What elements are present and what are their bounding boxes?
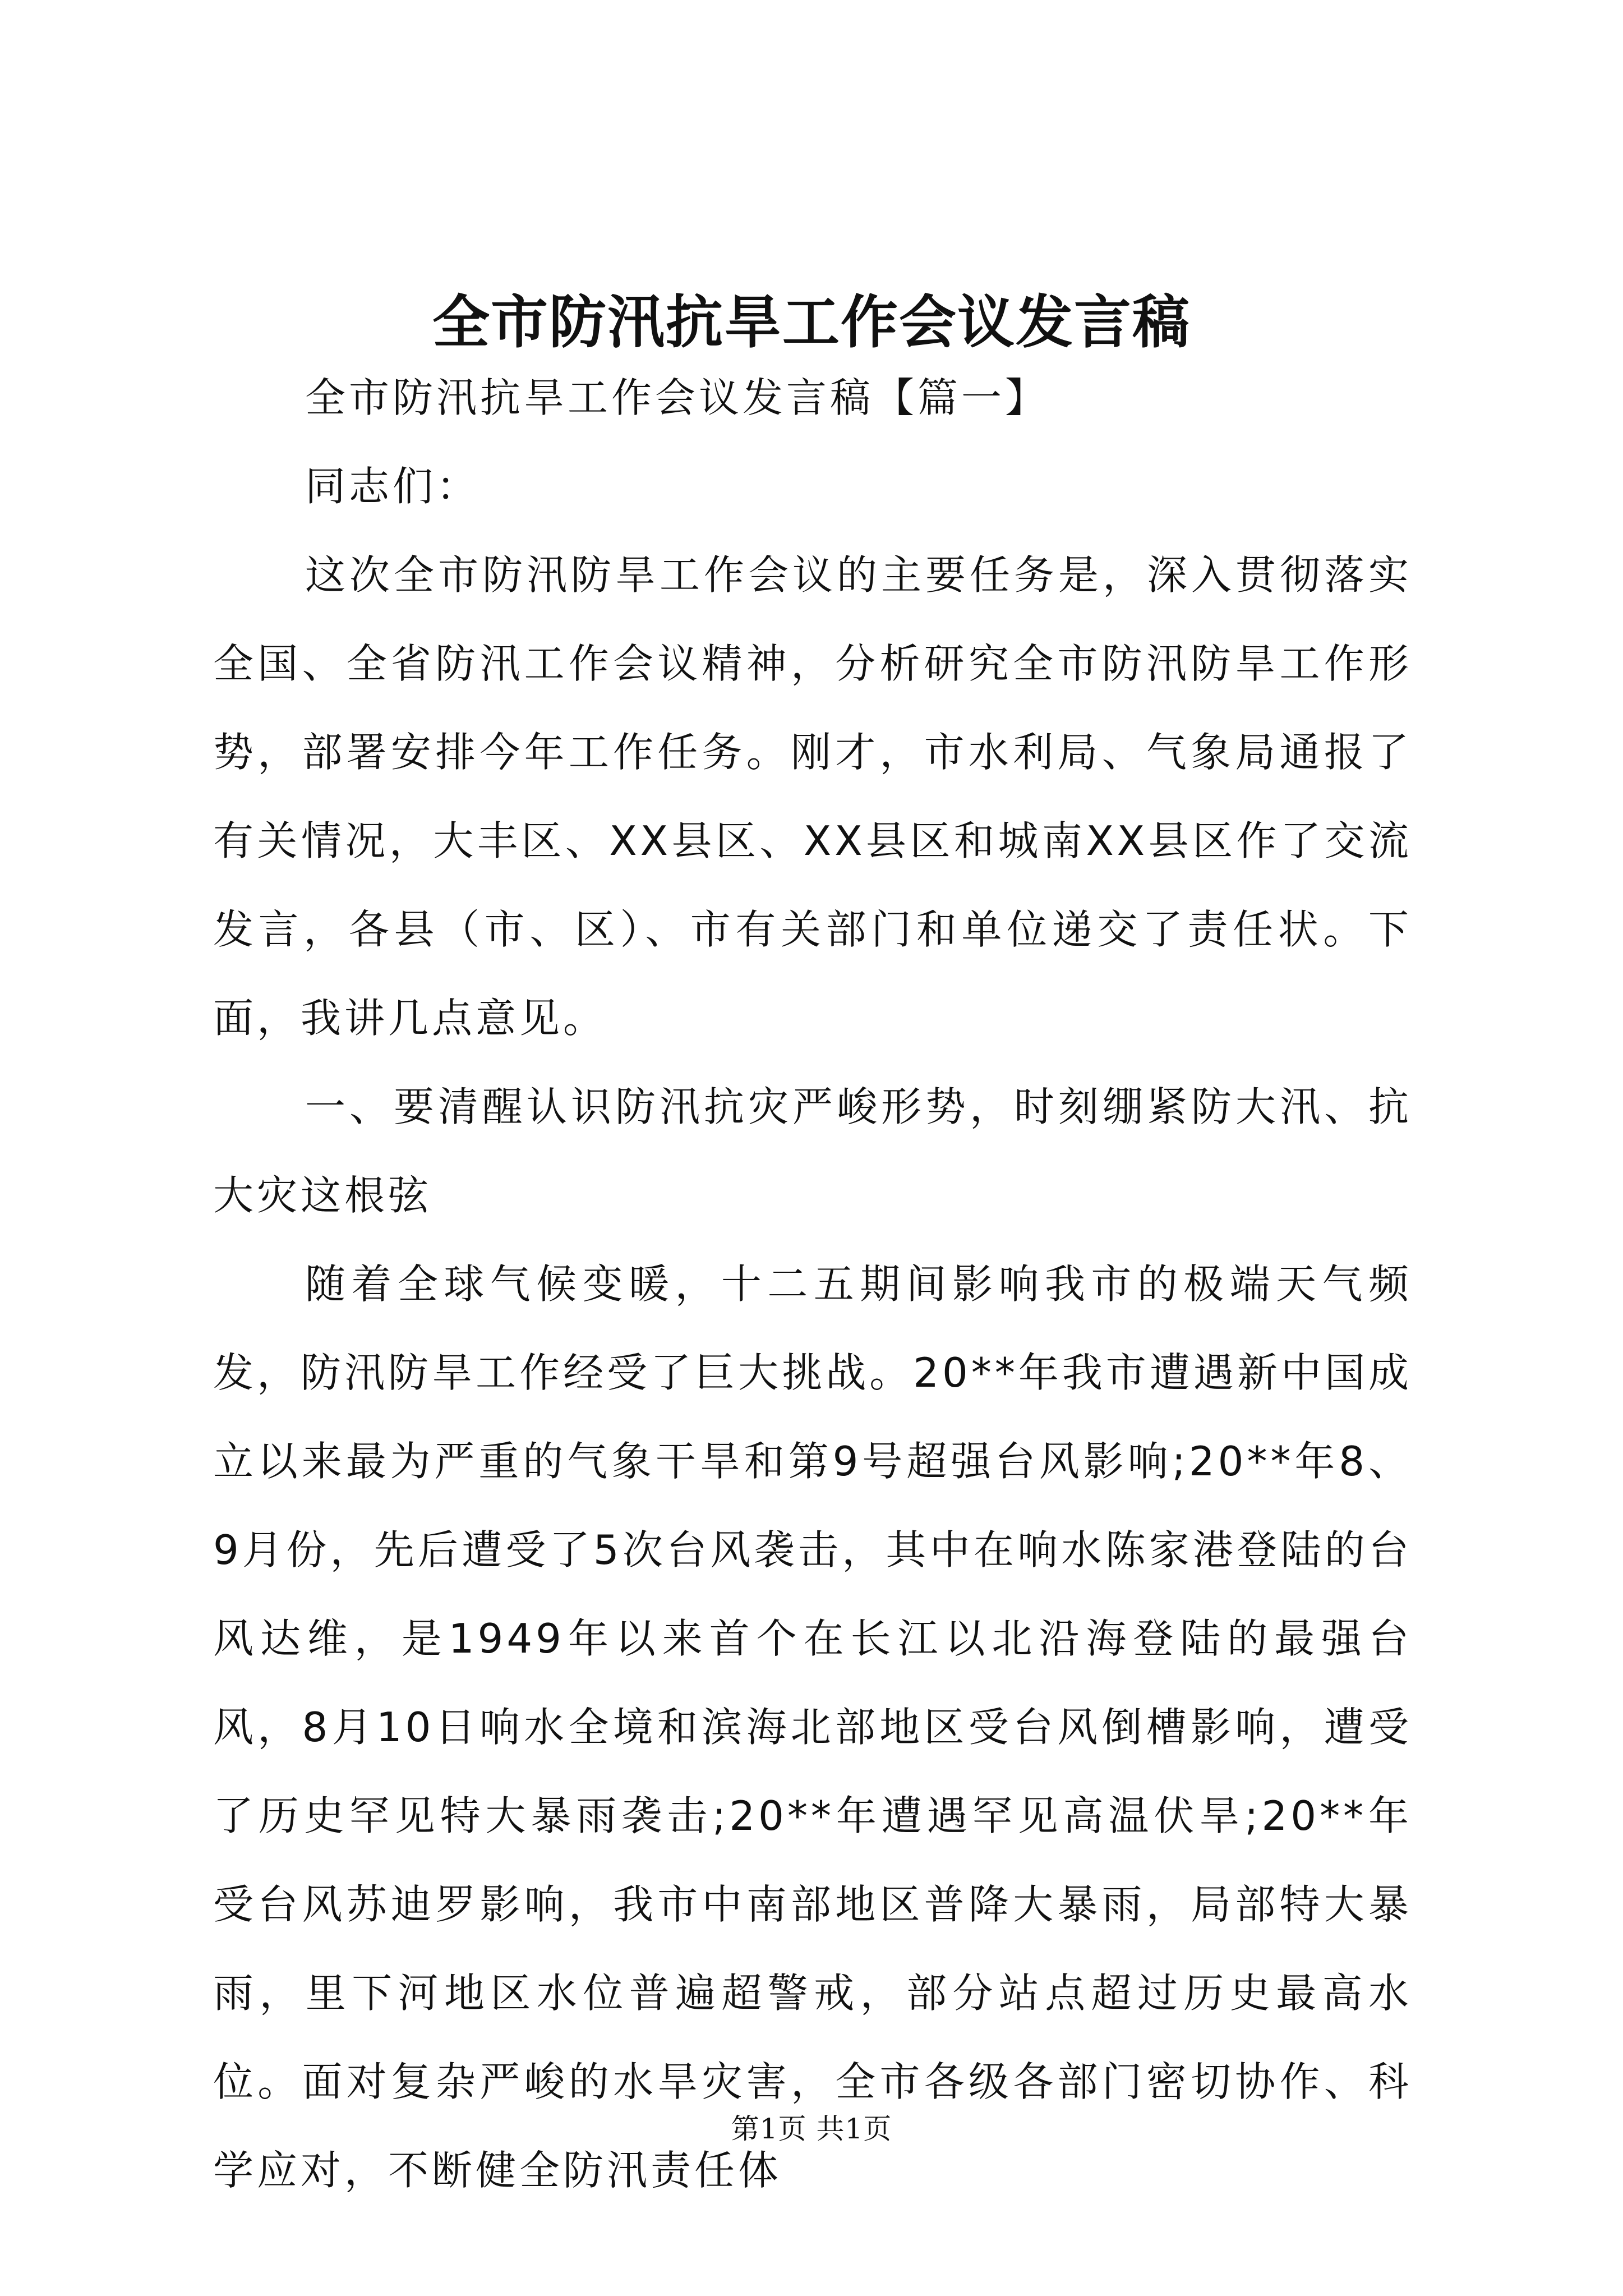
document-title: 全市防汛抗旱工作会议发言稿 [432,289,1191,356]
document-body [213,353,1412,2215]
section-heading-one: 一、要清醒认识防汛抗灾严峻形势，时刻绷紧防大汛、抗大灾这根弦 [213,1083,1412,1219]
body-paragraph-climate: 随着全球气候变暖，十二五期间影响我市的极端天气频发，防汛防旱工作经受了巨大挑战。20**年我市遭遇新中国成立以来最为严重的气象干旱和第9号超强台风影响;20**年8、9月份，先后遭受了5次台风袭击，其中在响水陈家港登陆的台风达维，是1949年以来首个在长江以北沿海登陆的最强台风，8月10日响水全境和滨海北部地区受台风倒槽影响，遭受了历史罕见特大暴雨袭击;20**年遭遇罕见高温伏旱;20**年受台风苏迪罗影响，我市中南部地区普降大暴雨，局部特大暴雨，里下河地区水位普遍超警戒，部分站点超过历史最高水位。面对复杂严峻的水旱灾害，全市各级各部门密切协作、科学应对，不断健全防汛责任体 [213,1260,1412,2194]
body-paragraph-intro: 这次全市防汛防旱工作会议的主要任务是，深入贯彻落实全国、全省防汛工作会议精神，分析研究全市防汛防旱工作形势，部署安排今年工作任务。刚才，市水利局、气象局通报了有关情况，大丰区、XX县区、XX县区和城南XX县区作了交流发言，各县（市、区）、市有关部门和单位递交了责任状。下面，我讲几点意见。 [213,551,1412,1042]
salutation: 同志们： [305,463,481,510]
section-heading-part-one: 全市防汛抗旱工作会议发言稿【篇一】 [305,374,1049,421]
page-footer: 第1页 共1页 [731,2113,892,2145]
